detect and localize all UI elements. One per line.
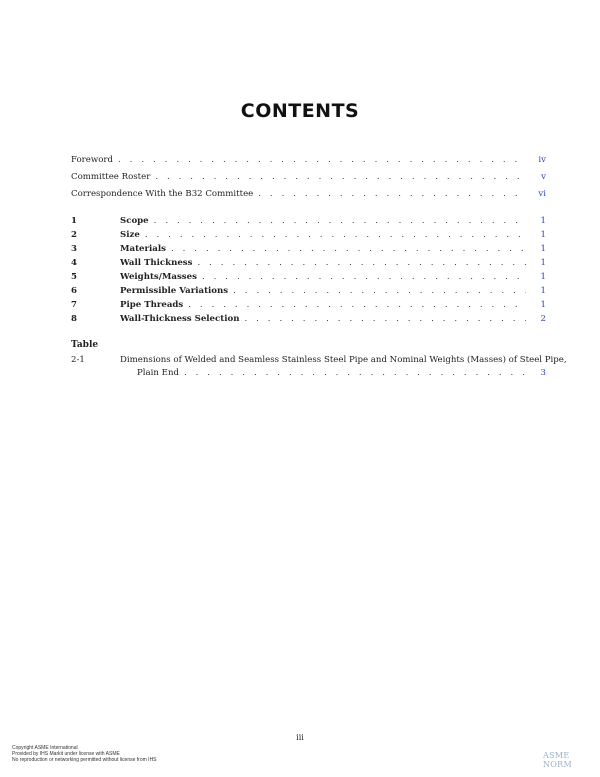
toc-entry-label: Materials bbox=[120, 244, 166, 254]
toc-entry-section[interactable] bbox=[71, 284, 546, 296]
toc-page-link[interactable]: 1 bbox=[540, 286, 546, 296]
leader-dots bbox=[154, 216, 526, 226]
toc-entry-label: Committee Roster bbox=[71, 172, 151, 182]
table-list-heading: Table bbox=[71, 340, 99, 350]
leader-dots bbox=[118, 155, 526, 165]
toc-entry-foreword[interactable] bbox=[71, 153, 546, 165]
toc-entry-section[interactable] bbox=[71, 214, 546, 226]
leader-dots bbox=[155, 172, 526, 182]
toc-entry-label: Pipe Threads bbox=[120, 300, 184, 310]
leader-dots bbox=[233, 286, 526, 296]
toc-entry-label: Dimensions of Welded and Seamless Stainless Steel Pipe and Nominal Weights (Masses) of Steel Pipe, bbox=[120, 355, 567, 365]
page-title: CONTENTS bbox=[240, 100, 360, 122]
toc-entry-table-line1[interactable] bbox=[71, 353, 567, 365]
toc-page-link[interactable]: 3 bbox=[540, 368, 546, 378]
toc-page-link[interactable]: 2 bbox=[540, 314, 546, 324]
toc-entry-section[interactable] bbox=[71, 312, 546, 324]
toc-entry-committee-roster[interactable] bbox=[71, 170, 546, 182]
toc-page-link[interactable]: 1 bbox=[540, 258, 546, 268]
toc-entry-label: Scope bbox=[120, 216, 149, 226]
footer-line: Copyright ASME International bbox=[12, 745, 78, 751]
section-number: 4 bbox=[71, 258, 77, 268]
toc-entry-label: Plain End bbox=[137, 368, 179, 378]
toc-page-link[interactable]: 1 bbox=[540, 216, 546, 226]
toc-entry-label: Size bbox=[120, 230, 140, 240]
toc-page-link[interactable]: 1 bbox=[540, 272, 546, 282]
section-number: 3 bbox=[71, 244, 77, 254]
toc-page-link[interactable]: 1 bbox=[540, 244, 546, 254]
footer-line: No reproduction or networking permitted without license from IHS bbox=[12, 757, 157, 763]
footer-line: Provided by IHS Markit under license with ASME bbox=[12, 751, 120, 757]
toc-page-link[interactable]: v bbox=[541, 172, 546, 182]
section-number: 2 bbox=[71, 230, 77, 240]
section-number: 1 bbox=[71, 216, 77, 226]
leader-dots bbox=[171, 244, 526, 254]
table-number: 2-1 bbox=[71, 355, 85, 365]
section-number: 6 bbox=[71, 286, 77, 296]
leader-dots bbox=[145, 230, 526, 240]
copyright-footer bbox=[12, 745, 157, 763]
toc-entry-label: Correspondence With the B32 Committee bbox=[71, 189, 254, 199]
toc-page-link[interactable]: 1 bbox=[540, 300, 546, 310]
toc-entry-section[interactable] bbox=[71, 228, 546, 240]
toc-entry-label: Wall-Thickness Selection bbox=[120, 314, 240, 324]
toc-entry-section[interactable] bbox=[71, 270, 546, 282]
toc-entry-section[interactable] bbox=[71, 242, 546, 254]
toc-entry-correspondence[interactable] bbox=[71, 187, 546, 199]
leader-dots bbox=[244, 314, 526, 324]
leader-dots bbox=[188, 300, 526, 310]
toc-entry-label: Foreword bbox=[71, 155, 113, 165]
section-number: 7 bbox=[71, 300, 77, 310]
toc-entry-label: Wall Thickness bbox=[120, 258, 193, 268]
toc-page-link[interactable]: vi bbox=[538, 189, 546, 199]
page-number: iii bbox=[296, 733, 304, 742]
leader-dots bbox=[197, 258, 526, 268]
toc-page-link[interactable]: 1 bbox=[540, 230, 546, 240]
toc-entry-section[interactable] bbox=[71, 256, 546, 268]
section-number: 8 bbox=[71, 314, 77, 324]
leader-dots bbox=[258, 189, 526, 199]
section-number: 5 bbox=[71, 272, 77, 282]
toc-entry-label: Weights/Masses bbox=[120, 272, 197, 282]
leader-dots bbox=[202, 272, 526, 282]
toc-entry-label: Permissible Variations bbox=[120, 286, 229, 296]
toc-entry-table-line2[interactable] bbox=[71, 366, 546, 378]
toc-entry-section[interactable] bbox=[71, 298, 546, 310]
leader-dots bbox=[184, 368, 526, 378]
watermark-logo: ASME NORM bbox=[543, 751, 572, 769]
toc-page-link[interactable]: iv bbox=[538, 155, 546, 165]
